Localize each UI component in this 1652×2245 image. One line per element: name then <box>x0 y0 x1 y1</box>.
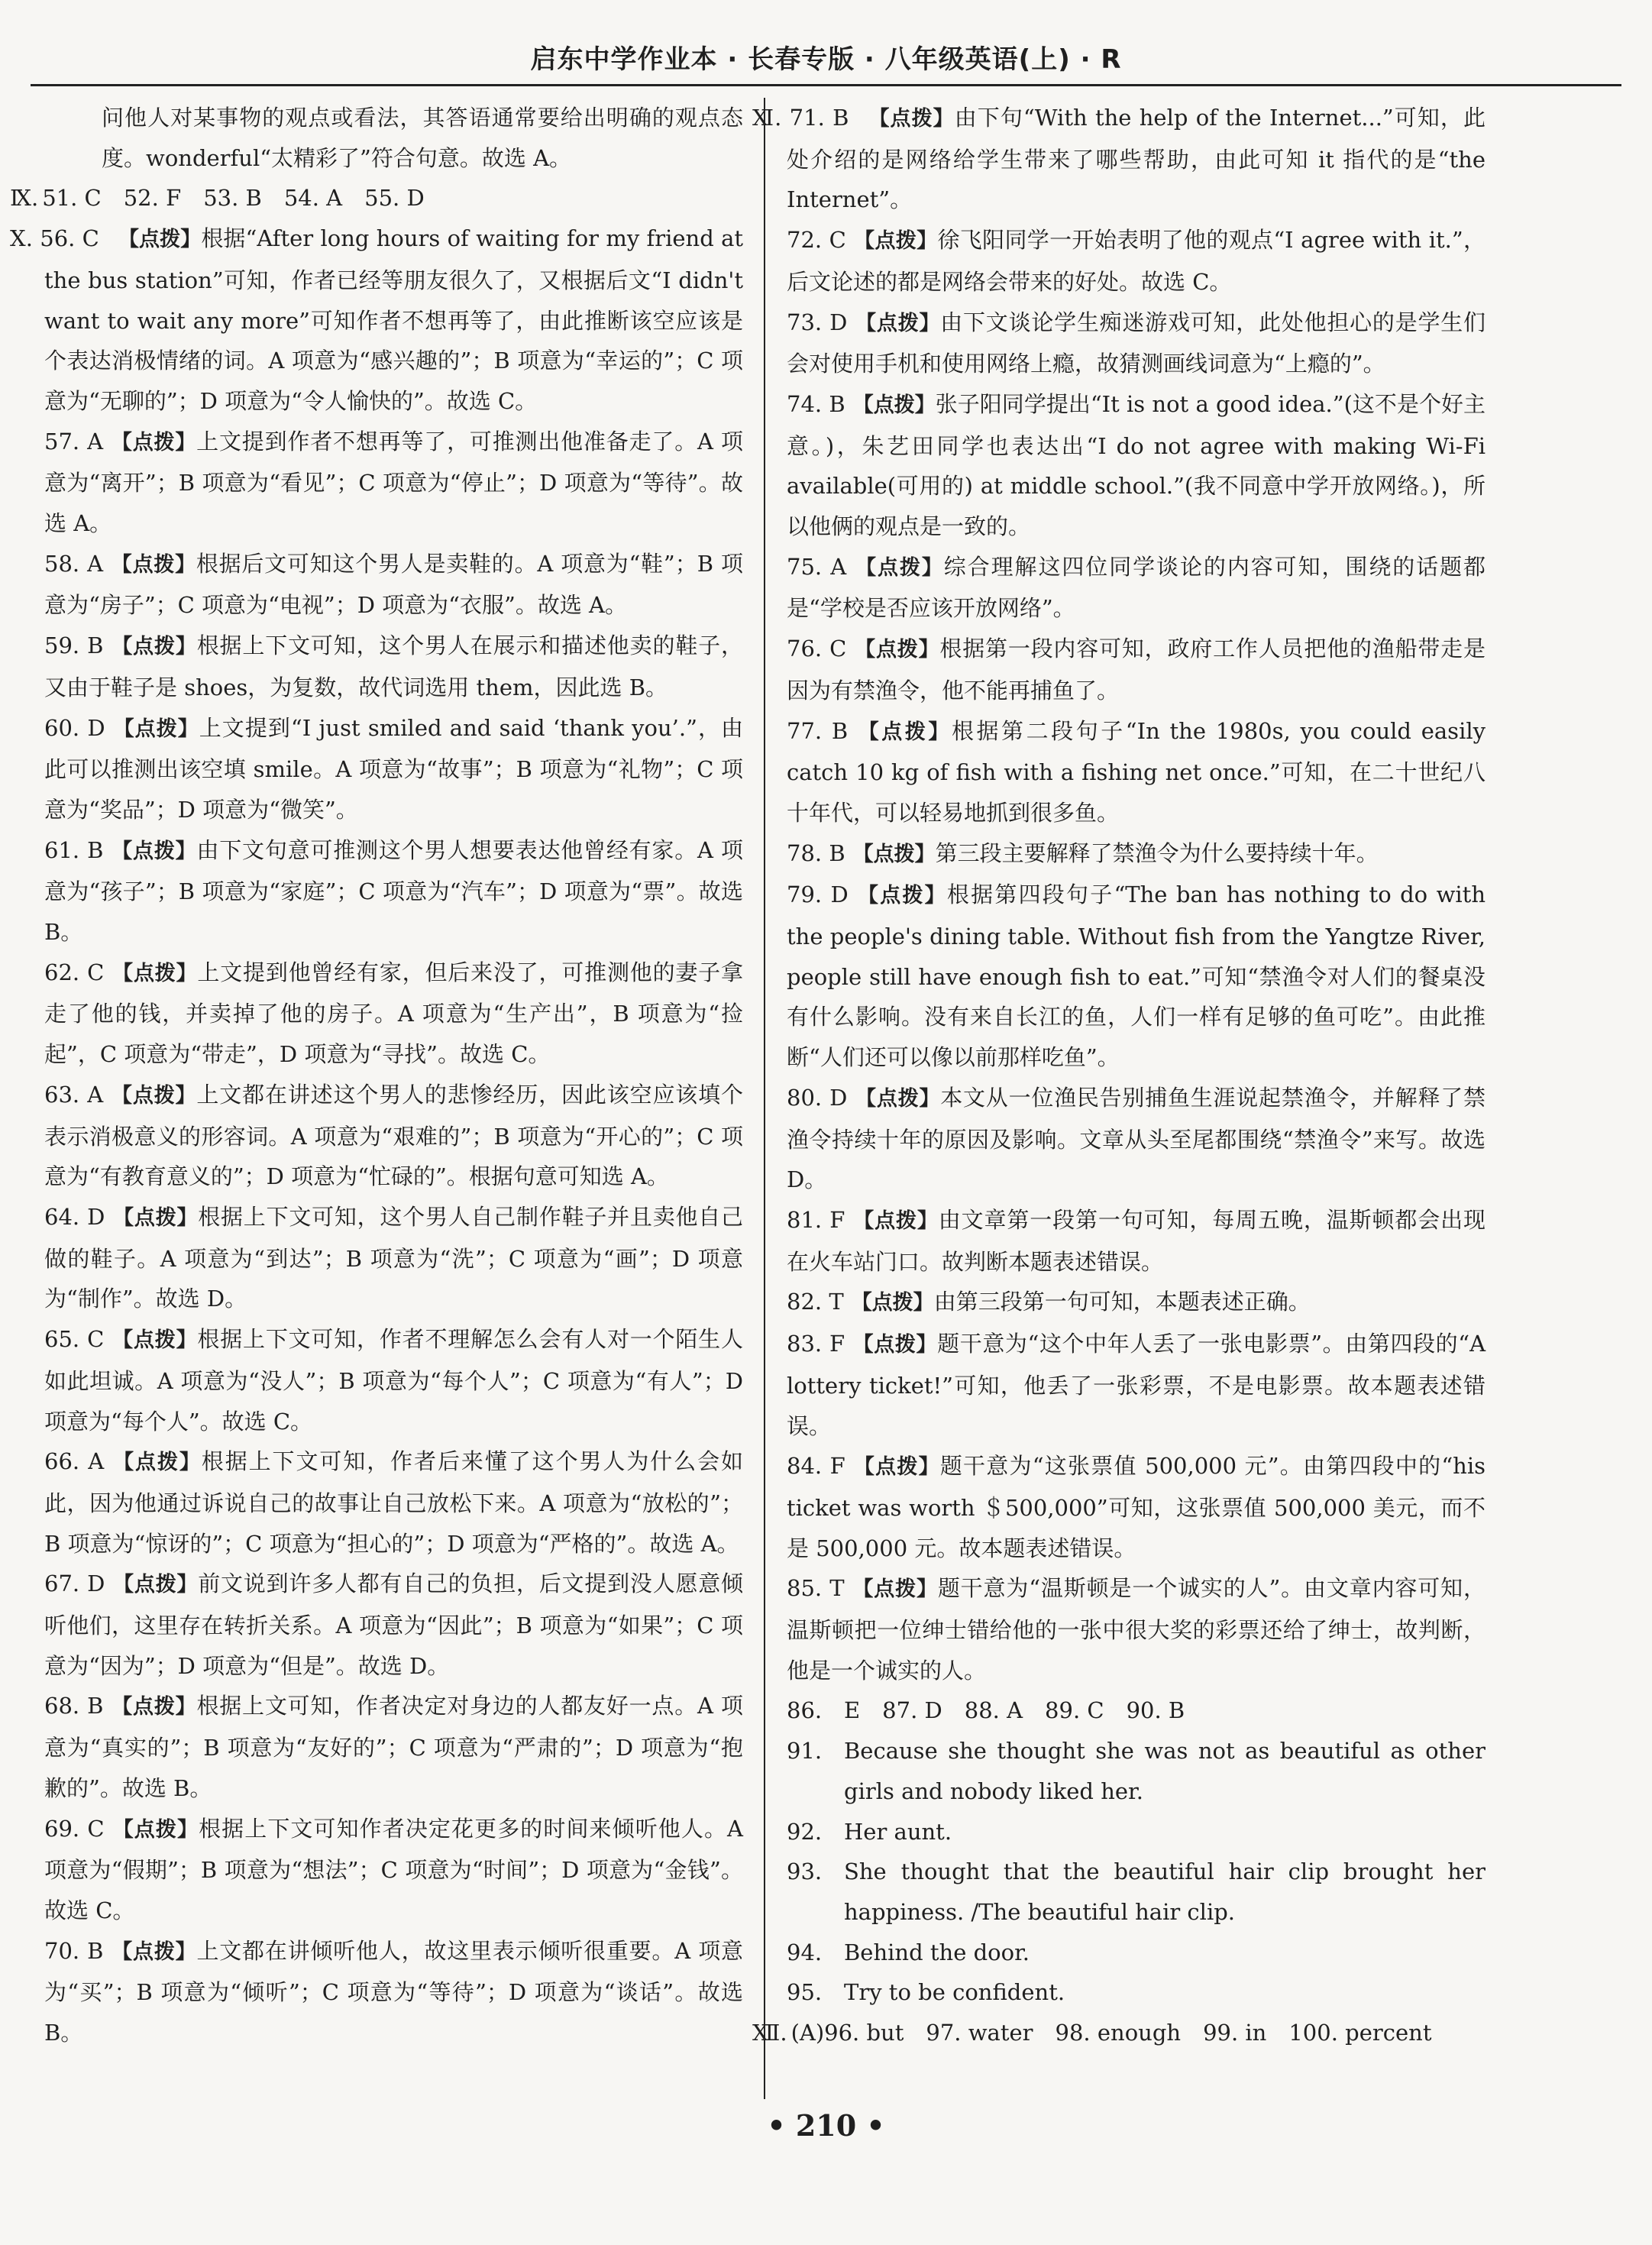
answer-entry <box>787 711 1486 833</box>
answer-text: 由第三段第一句可知，本题表述正确。 <box>933 1289 1311 1315</box>
answer-number: 76. C <box>787 636 847 662</box>
answer-number: 69. C <box>44 1815 105 1842</box>
answer-text: 根据后文可知这个男人是卖鞋的。A 项意为“鞋”；B 项意为“房子”；C 项意为“电视”；D 项意为“衣服”。故选 A。 <box>44 550 744 619</box>
answer-number: 81. F <box>787 1206 845 1233</box>
answer-text: 根据上下文可知，这个男人自己制作鞋子并且卖他自己做的鞋子。A 项意为“到达”；B 项意为“洗”；C 项意为“画”；D 项意为“制作”。故选 D。 <box>44 1203 744 1312</box>
answer-text: Her aunt. <box>844 1818 952 1845</box>
answer-number: 64. D <box>44 1203 105 1230</box>
answer-entry <box>787 547 1486 629</box>
hint-tag: 【点拨】 <box>852 393 936 417</box>
hint-tag: 【点拨】 <box>112 1817 199 1842</box>
hint-tag: 【点拨】 <box>111 1939 197 1964</box>
answer-entry <box>787 1282 1486 1324</box>
answer-text: 51. C 52. F 53. B 54. A 55. D <box>42 185 425 212</box>
answer-entry <box>787 1446 1486 1568</box>
answer-entry <box>752 98 1486 220</box>
page-number: • 210 • <box>767 2108 885 2143</box>
answer-text: 根据第一段内容可知，政府工作人员把他的渔船带走是因为有禁渔令，他不能再捕鱼了。 <box>787 636 1486 704</box>
right-column <box>752 98 1486 2053</box>
answer-text: 由文章第一段第一句可知，每周五晚，温斯顿都会出现在火车站门口。故判断本题表述错误。 <box>787 1206 1486 1275</box>
answer-entry <box>787 875 1486 1078</box>
answer-text: 上文提到作者不想再等了，可推测出他准备走了。A 项意为“离开”；B 项意为“看见”；C 项意为“停止”；D 项意为“等待”。故选 A。 <box>44 428 743 537</box>
hint-tag: 【点拨】 <box>854 638 940 662</box>
answer-number: 80. D <box>787 1084 848 1111</box>
answer-text: 由下句“With the help of the Internet...”可知，此处介绍的是网络给学生带来了哪些帮助，由此可知 it 指代的是“the Internet”。 <box>787 105 1486 213</box>
answer-number: 78. B <box>787 839 845 866</box>
answer-text: Behind the door. <box>844 1939 1030 1965</box>
answer-number: 66. A <box>44 1448 105 1475</box>
hint-tag: 【点拨】 <box>112 1573 199 1597</box>
answer-entry <box>787 1200 1486 1282</box>
answer-text: 本文从一位渔民告别捕鱼生涯说起禁渔令，并解释了禁渔令持续十年的原因及影响。文章从头至尾都围绕“禁渔令”来写。故选 D。 <box>787 1084 1486 1193</box>
answer-entry <box>787 629 1486 710</box>
answer-text: 根据上下文可知作者决定花更多的时间来倾听他人。A 项意为“假期”；B 项意为“想法”；C 项意为“时间”；D 项意为“金钱”。故选 C。 <box>44 1815 744 1923</box>
answer-text: 根据第二段句子“In the 1980s, you could easily catch 10 kg of fish with a fishing net once.”可知，在二十世纪八十年代，可以轻易地抓到很多鱼。 <box>787 717 1486 826</box>
answer-text: Because she thought she was not as beautiful as other girls and nobody liked her. <box>844 1738 1486 1804</box>
hint-tag: 【点拨】 <box>852 1333 938 1357</box>
answer-text: 根据上下文可知，这个男人在展示和描述他卖的鞋子，又由于鞋子是 shoes，为复数，故代词选用 them，因此选 B。 <box>44 632 743 700</box>
hint-tag: 【点拨】 <box>111 430 197 454</box>
answer-entry <box>10 178 743 218</box>
hint-tag: 【点拨】 <box>111 839 197 863</box>
answer-number: 73. D <box>787 309 848 335</box>
answer-text: 由下文谈论学生痴迷游戏可知，此处他担心的是学生们会对使用手机和使用网络上瘾，故猜测画线词意为“上瘾的”。 <box>787 309 1486 377</box>
answer-entry <box>44 1075 743 1197</box>
hint-tag: 【点拨】 <box>112 1451 202 1475</box>
answer-text: 问他人对某事物的观点或看法，其答语通常要给出明确的观点态度。wonderful“太精彩了”符合句意。故选 A。 <box>102 105 743 171</box>
header-title: 启东中学作业本 · 长春专版 · 八年级英语(上) · R <box>530 44 1122 75</box>
answer-text: Try to be confident. <box>844 1979 1065 2006</box>
answer-entry <box>787 384 1486 547</box>
answer-number: 68. B <box>44 1693 104 1719</box>
answer-text: 上文提到“I just smiled and said ‘thank you’.”，由此可以推测出该空填 smile。A 项意为“故事”；B 项意为“礼物”；C 项意为“奖品”；D 项意为“微笑”。 <box>44 714 744 823</box>
answer-text: 上文提到他曾经有家，但后来没了，可推测他的妻子拿走了他的钱，并卖掉了他的房子。A 项意为“生产出”，B 项意为“捡起”，C 项意为“带走”，D 项意为“寻找”。故选 C。 <box>44 959 743 1068</box>
answer-number: 59. B <box>44 632 104 659</box>
answer-number: 74. B <box>787 390 845 417</box>
answer-number: Ⅻ. <box>752 2020 787 2046</box>
answer-entry <box>44 544 743 626</box>
hint-tag: 【点拨】 <box>855 720 952 744</box>
answer-number: 70. B <box>44 1937 104 1964</box>
hint-tag: 【点拨】 <box>853 229 938 254</box>
hint-tag: 【点拨】 <box>111 1083 197 1108</box>
answer-number: 65. C <box>44 1326 105 1353</box>
hint-tag: 【点拨】 <box>112 717 199 741</box>
hint-tag: 【点拨】 <box>111 552 196 577</box>
answer-entry <box>787 302 1486 384</box>
answer-text: 题干意为“这个中年人丢了一张电影票”。由第四段的“A lottery ticket!”可知，他丢了一张彩票，不是电影票。故本题表述错误。 <box>787 1331 1486 1439</box>
answer-entry <box>10 218 744 422</box>
answer-text: 上文都在讲倾听他人，故这里表示倾听很重要。A 项意为“买”；B 项意为“倾听”；C 项意为“等待”；D 项意为“谈话”。故选 B。 <box>44 1937 743 2046</box>
answer-number: 93. <box>787 1858 823 1885</box>
answer-text: 前文说到许多人都有自己的负担，后文提到没人愿意倾听他们，这里存在转折关系。A 项意为“因此”；B 项意为“如果”；C 项意为“因为”；D 项意为“但是”。故选 D。 <box>44 1571 744 1679</box>
hint-tag: 【点拨】 <box>855 884 947 908</box>
answer-number: 60. D <box>44 714 105 741</box>
answer-entry <box>44 98 743 178</box>
answer-entry <box>44 708 743 830</box>
answer-text: 综合理解这四位同学谈论的内容可知，围绕的话题都是“学校是否应该开放网络”。 <box>787 553 1486 622</box>
hint-tag: 【点拨】 <box>852 1455 940 1480</box>
answer-text: 根据“After long hours of waiting for my friend at the bus station”可知，作者已经等朋友很久了，又根据后文“I didn't want to wait any more”可知作者不想再等了，由此推断该空应该是个表达消极情绪的词。A 项意为“感兴趣的”；B 项意为“幸运的”；C 项意为“无聊的”；D 项意为“令人愉快的”。故选 C。 <box>44 225 744 414</box>
answer-entry <box>44 1197 743 1319</box>
hint-tag: 【点拨】 <box>868 107 955 131</box>
answer-number: Ⅸ. <box>10 185 39 212</box>
answer-number: 77. B <box>787 717 849 744</box>
answer-number: 67. D <box>44 1571 105 1597</box>
answer-number: 79. D <box>787 882 849 908</box>
hint-tag: 【点拨】 <box>852 1577 938 1602</box>
answer-number: 63. A <box>44 1081 104 1108</box>
answer-text: (A)96. but 97. water 98. enough 99. in 100. percent <box>790 2020 1432 2046</box>
answer-number: 75. A <box>787 553 847 580</box>
answer-entry <box>787 1568 1486 1690</box>
answer-number: 84. F <box>787 1453 845 1480</box>
hint-tag: 【点拨】 <box>855 311 941 335</box>
hint-tag: 【点拨】 <box>118 228 202 252</box>
answer-entry <box>787 833 1486 875</box>
answer-number: Ⅹ. 56. C <box>10 225 99 252</box>
left-column <box>10 98 744 2053</box>
answer-entry <box>787 1933 1486 1973</box>
hint-tag: 【点拨】 <box>854 555 944 580</box>
answer-entry <box>44 1441 743 1564</box>
answer-entry <box>787 1690 1486 1731</box>
answer-entry <box>44 1564 743 1686</box>
answer-entry <box>787 1324 1486 1446</box>
answer-text: 第三段主要解释了禁渔令为什么要持续十年。 <box>935 839 1379 866</box>
hint-tag: 【点拨】 <box>851 1291 934 1315</box>
answer-entry <box>44 626 743 707</box>
answer-number: Ⅺ. 71. B <box>752 105 849 131</box>
answer-entry <box>787 220 1486 302</box>
answer-number: 72. C <box>787 227 846 254</box>
answer-text: 题干意为“这张票值 500,000 元”。由第四段中的“his ticket was worth ＄500,000”可知，这张票值 500,000 美元，而不是 500,000 元。故本题表述错误。 <box>787 1453 1486 1561</box>
answer-text: 张子阳同学提出“It is not a good idea.”(这不是个好主意。)，朱艺田同学也表达出“I do not agree with making Wi-Fi available(可用的) at middle school.”(我不同意中学开放网络。)，所以他俩的观点是一致的。 <box>787 390 1486 540</box>
answer-entry <box>787 1078 1486 1200</box>
answer-text: 根据上文可知，作者决定对身边的人都友好一点。A 项意为“真实的”；B 项意为“友好的”；C 项意为“严肃的”；D 项意为“抱歉的”。故选 B。 <box>44 1693 743 1801</box>
hint-tag: 【点拨】 <box>112 1205 199 1230</box>
answer-number: 85. T <box>787 1575 845 1602</box>
answer-entry <box>44 953 743 1075</box>
answer-number: 58. A <box>44 550 104 577</box>
column-divider <box>764 98 765 2099</box>
answer-entry <box>44 422 743 544</box>
answer-number: 92. <box>787 1818 823 1845</box>
answer-entry <box>787 1731 1486 1811</box>
answer-entry <box>44 830 743 953</box>
answer-text: 根据上下文可知，作者不理解怎么会有人对一个陌生人如此坦诚。A 项意为“没人”；B 项意为“每个人”；C 项意为“有人”；D 项意为“每个人”。故选 C。 <box>44 1326 743 1435</box>
answer-text: 根据第四段句子“The ban has nothing to do with the people's dining table. Without fish from the Yangtze River, people still have enough fish to eat.”可知“禁渔令对人们的餐桌没有什么影响。没有来自长江的鱼，人们一样有足够的鱼可吃”。由此推断“人们还可以像以前那样吃鱼”。 <box>787 882 1486 1071</box>
answer-text: 由下文句意可推测这个男人想要表达他曾经有家。A 项意为“孩子”；B 项意为“家庭”；C 项意为“汽车”；D 项意为“票”。故选 B。 <box>44 836 743 946</box>
answer-entry <box>44 1809 743 1931</box>
answer-number: 91. <box>787 1738 823 1765</box>
answer-text: 根据上下文可知，作者后来懂了这个男人为什么会如此，因为他通过诉说自己的故事让自己放松下来。A 项意为“放松的”；B 项意为“惊讶的”；C 项意为“担心的”；D 项意为“严格的”。故选 A。 <box>44 1448 743 1557</box>
answer-entry <box>752 2013 1486 2053</box>
answer-text: 题干意为“温斯顿是一个诚实的人”。由文章内容可知，温斯顿把一位绅士错给他的一张中很大奖的彩票还给了绅士，故判断，他是一个诚实的人。 <box>787 1575 1486 1684</box>
answer-entry <box>44 1686 743 1808</box>
hint-tag: 【点拨】 <box>112 961 198 985</box>
answer-entry <box>44 1319 743 1441</box>
answer-number: 94. <box>787 1939 823 1965</box>
answer-entry <box>787 1812 1486 1852</box>
page-header <box>31 38 1621 86</box>
answer-text: 上文都在讲述这个男人的悲惨经历，因此该空应该填个表示消极意义的形容词。A 项意为“艰难的”；B 项意为“开心的”；C 项意为“有教育意义的”；D 项意为“忙碌的”。根据句意可知选 A。 <box>44 1081 743 1190</box>
answer-number: 57. A <box>44 428 104 454</box>
answer-number: 86. <box>787 1697 823 1724</box>
answer-text: E 87. D 88. A 89. C 90. B <box>844 1697 1185 1724</box>
hint-tag: 【点拨】 <box>852 842 936 866</box>
answer-number: 83. F <box>787 1331 845 1357</box>
hint-tag: 【点拨】 <box>852 1208 939 1233</box>
hint-tag: 【点拨】 <box>111 1695 197 1719</box>
hint-tag: 【点拨】 <box>111 635 197 659</box>
answer-entry <box>787 1852 1486 1932</box>
answer-number: 61. B <box>44 836 104 863</box>
answer-entry <box>44 1931 743 2053</box>
answer-number: 62. C <box>44 959 105 985</box>
hint-tag: 【点拨】 <box>112 1328 198 1353</box>
answer-number: 95. <box>787 1979 823 2006</box>
hint-tag: 【点拨】 <box>855 1086 941 1111</box>
answer-number: 82. T <box>787 1289 844 1315</box>
answer-text: She thought that the beautiful hair clip brought her happiness. /The beautiful hair clip. <box>844 1858 1486 1925</box>
answer-text: 徐飞阳同学一开始表明了他的观点“I agree with it.”，后文论述的都是网络会带来的好处。故选 C。 <box>787 227 1486 295</box>
answer-entry <box>787 1972 1486 2013</box>
